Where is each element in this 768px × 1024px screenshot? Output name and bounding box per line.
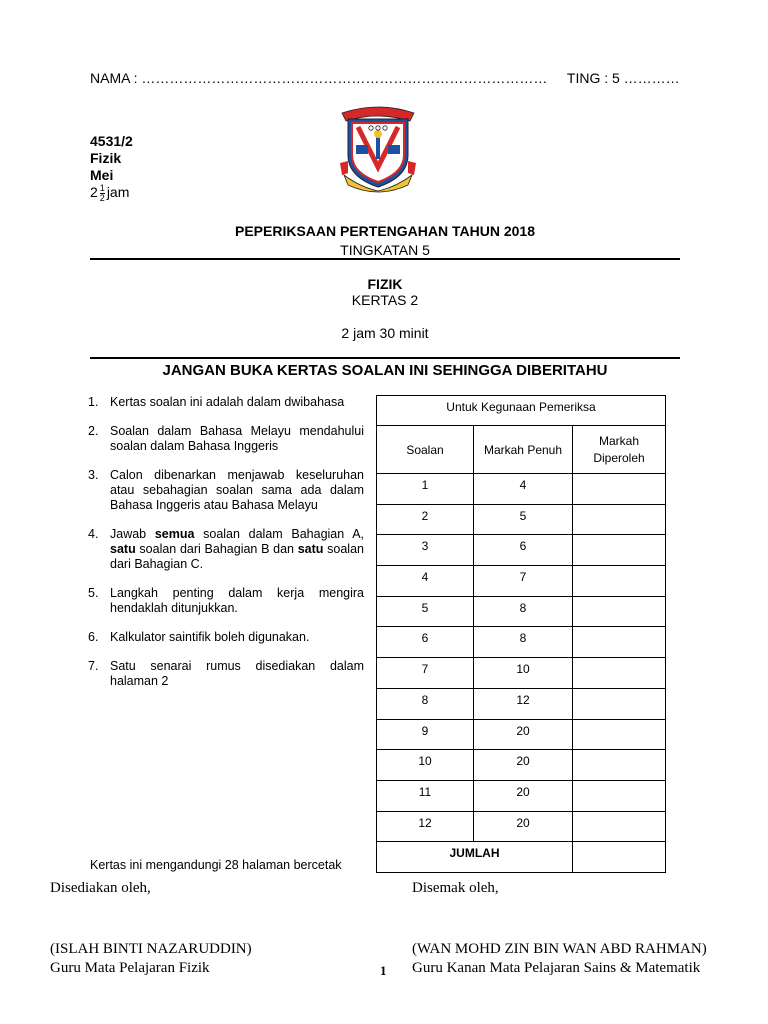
instruction-text: Soalan dalam Bahasa Melayu mendahului soalan dalam Bahasa Inggeris [110, 424, 364, 453]
instruction-number: 3. [88, 468, 99, 482]
warning-heading: JANGAN BUKA KERTAS SOALAN INI SEHINGGA DIBERITAHU [162, 362, 608, 379]
question-number-cell: 12 [377, 811, 474, 842]
divider-warning [90, 357, 680, 359]
checker-role: Guru Kanan Mata Pelajaran Sains & Matematik [412, 960, 701, 976]
table-row [377, 504, 666, 535]
col-header-question: Soalan [377, 426, 474, 474]
question-number-cell: 7 [377, 658, 474, 689]
instruction-text: Kalkulator saintifik boleh digunakan. [110, 630, 310, 644]
instruction-item [88, 468, 364, 513]
col-header-marks-obtained [573, 426, 666, 474]
instruction-number: 1. [88, 395, 99, 409]
duration-unit: jam [106, 184, 130, 201]
full-marks-cell: 20 [474, 719, 573, 750]
question-number-cell: 5 [377, 596, 474, 627]
question-number-cell: 8 [377, 688, 474, 719]
col-header-full-marks: Markah Penuh [474, 426, 573, 474]
preparer-name: (ISLAH BINTI NAZARUDDIN) [50, 941, 252, 957]
marks-obtained-cell[interactable] [573, 719, 666, 750]
question-number-cell: 1 [377, 474, 474, 505]
question-number-cell: 11 [377, 780, 474, 811]
table-row [377, 811, 666, 842]
full-marks-cell: 4 [474, 474, 573, 505]
instruction-number: 5. [88, 586, 99, 600]
question-number-cell: 9 [377, 719, 474, 750]
paper-code-block [90, 133, 133, 184]
question-number-cell: 3 [377, 535, 474, 566]
instruction-item [88, 395, 364, 410]
instruction-text: Jawab semua soalan dalam Bahagian A, satu soalan dari Bahagian B dan satu soalan dari Bahagian C. [110, 527, 365, 571]
full-marks-cell: 20 [474, 780, 573, 811]
preparer-role: Guru Mata Pelajaran Fizik [50, 960, 210, 976]
full-marks-cell: 6 [474, 535, 573, 566]
instruction-text: Calon dibenarkan menjawab keseluruhan atau sebahagian soalan sama ada dalam Bahasa Inggeris atau Bahasa Melayu [110, 468, 364, 512]
duration-whole: 2 [90, 184, 98, 201]
instruction-number: 7. [88, 659, 99, 673]
table-row [377, 780, 666, 811]
full-marks-cell: 7 [474, 566, 573, 597]
full-marks-cell: 20 [474, 750, 573, 781]
instruction-text: Langkah penting dalam kerja mengira hendaklah ditunjukkan. [110, 586, 364, 615]
instruction-item [88, 630, 364, 645]
instruction-number: 4. [88, 527, 99, 541]
total-marks-cell[interactable] [573, 842, 666, 873]
marks-obtained-cell[interactable] [573, 504, 666, 535]
full-marks-cell: 20 [474, 811, 573, 842]
total-label: JUMLAH [377, 842, 573, 873]
instruction-item [88, 586, 364, 616]
marks-obtained-cell[interactable] [573, 566, 666, 597]
marks-obtained-cell[interactable] [573, 658, 666, 689]
subject-title: FIZIK [367, 276, 403, 292]
table-row [377, 750, 666, 781]
question-number-cell: 6 [377, 627, 474, 658]
duration-fraction [100, 184, 105, 203]
paper-month: Mei [90, 167, 114, 183]
instruction-number: 2. [88, 424, 99, 438]
pages-note: Kertas ini mengandungi 28 halaman bercetak [90, 858, 342, 872]
table-row [377, 596, 666, 627]
fraction-denominator: 2 [99, 193, 105, 203]
marks-obtained-cell[interactable] [573, 535, 666, 566]
form-label: TING : 5 ………… [566, 70, 680, 86]
full-marks-cell: 8 [474, 596, 573, 627]
table-caption: Untuk Kegunaan Pemeriksa [377, 396, 666, 426]
col-header-obtained-line2: Diperoleh [593, 450, 645, 465]
examiner-marks-table [376, 395, 666, 873]
page-number: 1 [380, 963, 387, 978]
fraction-numerator: 1 [99, 183, 105, 193]
paper-subject: Fizik [90, 150, 122, 166]
instruction-item [88, 659, 364, 689]
table-row [377, 566, 666, 597]
school-crest-icon [338, 103, 418, 195]
paper-title: KERTAS 2 [351, 292, 419, 308]
table-row [377, 535, 666, 566]
instruction-text: Kertas soalan ini adalah dalam dwibahasa [110, 395, 345, 409]
question-number-cell: 4 [377, 566, 474, 597]
exam-level: TINGKATAN 5 [340, 242, 430, 258]
table-row [377, 627, 666, 658]
question-number-cell: 10 [377, 750, 474, 781]
instruction-text: Satu senarai rumus disediakan dalam halaman 2 [110, 659, 364, 688]
marks-obtained-cell[interactable] [573, 474, 666, 505]
name-label: NAMA : …………………………………………………………………………… [90, 70, 548, 86]
full-marks-cell: 5 [474, 504, 573, 535]
instruction-item [88, 424, 364, 454]
instruction-item [88, 527, 364, 572]
checker-name: (WAN MOHD ZIN BIN WAN ABD RAHMAN) [412, 941, 707, 957]
marks-table-body [377, 474, 666, 842]
full-marks-cell: 8 [474, 627, 573, 658]
paper-code: 4531/2 [90, 133, 133, 149]
divider-top [90, 258, 680, 260]
table-row [377, 688, 666, 719]
instruction-number: 6. [88, 630, 99, 644]
marks-obtained-cell[interactable] [573, 596, 666, 627]
table-row [377, 658, 666, 689]
student-name-line [90, 70, 680, 86]
prepared-by-label: Disediakan oleh, [50, 880, 151, 896]
marks-obtained-cell[interactable] [573, 627, 666, 658]
col-header-obtained-line1: Markah [598, 433, 639, 448]
marks-obtained-cell[interactable] [573, 811, 666, 842]
table-row [377, 474, 666, 505]
full-marks-cell: 12 [474, 688, 573, 719]
paper-duration [90, 184, 129, 203]
full-marks-cell: 10 [474, 658, 573, 689]
exam-time: 2 jam 30 minit [341, 325, 429, 341]
exam-title: PEPERIKSAAN PERTENGAHAN TAHUN 2018 [234, 223, 535, 239]
instructions-list [88, 395, 364, 703]
question-number-cell: 2 [377, 504, 474, 535]
checked-by-label: Disemak oleh, [412, 880, 499, 896]
table-row [377, 719, 666, 750]
marks-obtained-cell[interactable] [573, 688, 666, 719]
marks-obtained-cell[interactable] [573, 750, 666, 781]
marks-obtained-cell[interactable] [573, 780, 666, 811]
